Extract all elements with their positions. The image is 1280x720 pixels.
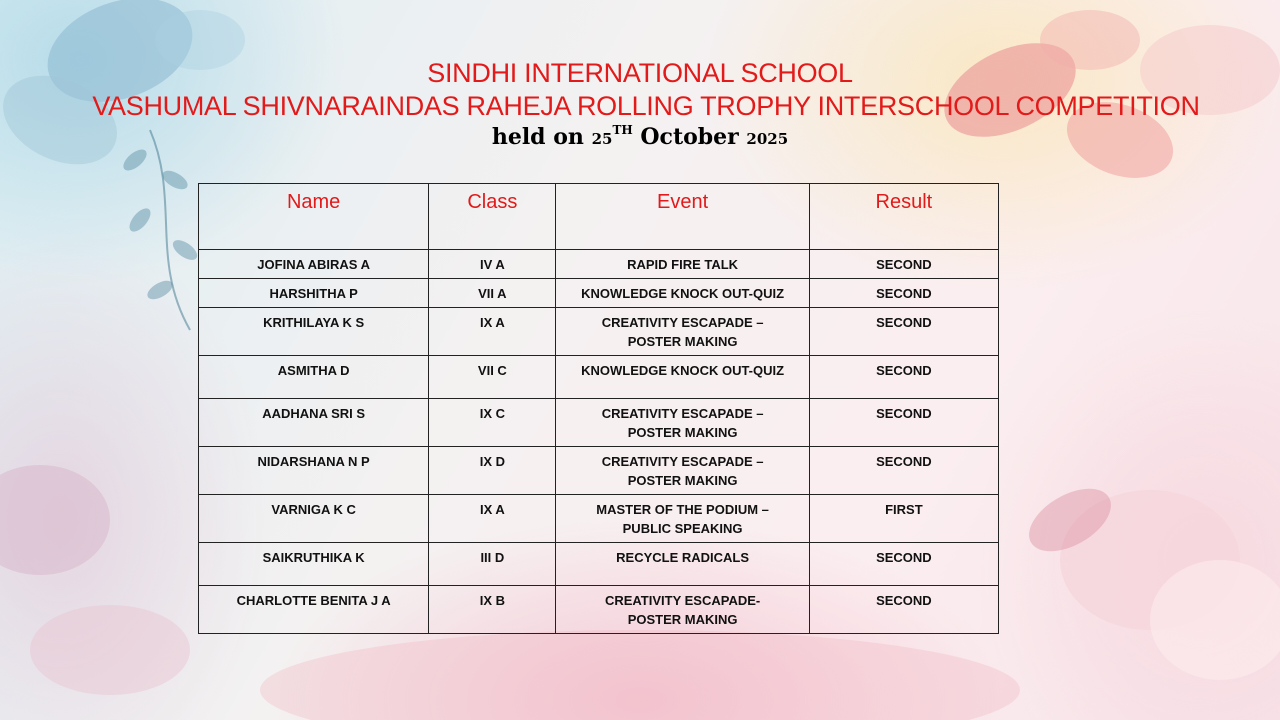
competition-title: VASHUMAL SHIVNARAINDAS RAHEJA ROLLING TROPHY INTERSCHOOL COMPETITION [92, 91, 1200, 121]
date-day-suffix: TH [612, 122, 633, 137]
event-line-2: POSTER MAKING [627, 334, 738, 349]
table-row [199, 308, 999, 356]
column-header-result: Result [809, 184, 998, 250]
event-line-2: POSTER MAKING [627, 425, 738, 440]
cell-event [556, 586, 809, 634]
event-line-1: RAPID FIRE TALK [627, 257, 739, 272]
cell-name: KRITHILAYA K S [199, 308, 429, 356]
event-line-1: KNOWLEDGE KNOCK OUT-QUIZ [581, 286, 785, 301]
table-row [199, 447, 999, 495]
table-row [199, 543, 999, 586]
column-header-class: Class [429, 184, 556, 250]
cell-event [556, 495, 809, 543]
cell-class: VII A [429, 279, 556, 308]
date-day: 25 [591, 130, 613, 148]
cell-event [556, 399, 809, 447]
table-row [199, 279, 999, 308]
event-line-1: CREATIVITY ESCAPADE- [604, 593, 761, 608]
column-header-event: Event [556, 184, 809, 250]
table-row [199, 495, 999, 543]
cell-event [556, 308, 809, 356]
cell-event [556, 447, 809, 495]
cell-event [556, 279, 809, 308]
cell-result: FIRST [809, 495, 998, 543]
cell-name: NIDARSHANA N P [199, 447, 429, 495]
date-year: 2025 [746, 130, 789, 148]
cell-event [556, 250, 809, 279]
event-line-2: POSTER MAKING [627, 612, 738, 627]
cell-class: IX C [429, 399, 556, 447]
cell-result: SECOND [809, 399, 998, 447]
cell-name: AADHANA SRI S [199, 399, 429, 447]
table-row [199, 399, 999, 447]
cell-name: ASMITHA D [199, 356, 429, 399]
cell-class: IX A [429, 495, 556, 543]
cell-result: SECOND [809, 279, 998, 308]
table-row [199, 356, 999, 399]
column-header-name: Name [199, 184, 429, 250]
cell-class: III D [429, 543, 556, 586]
cell-name: CHARLOTTE BENITA J A [199, 586, 429, 634]
cell-class: IX B [429, 586, 556, 634]
cell-result: SECOND [809, 356, 998, 399]
event-line-1: CREATIVITY ESCAPADE – [601, 315, 764, 330]
school-name: SINDHI INTERNATIONAL SCHOOL [427, 58, 853, 88]
cell-class: IV A [429, 250, 556, 279]
table-row [199, 250, 999, 279]
cell-name: VARNIGA K C [199, 495, 429, 543]
cell-result: SECOND [809, 586, 998, 634]
held-on-date [0, 124, 1280, 150]
date-month: October [632, 124, 747, 150]
table-row [199, 586, 999, 634]
cell-name: JOFINA ABIRAS A [199, 250, 429, 279]
cell-class: VII C [429, 356, 556, 399]
cell-class: IX A [429, 308, 556, 356]
results-table [198, 183, 999, 634]
cell-result: SECOND [809, 543, 998, 586]
cell-event [556, 356, 809, 399]
cell-name: HARSHITHA P [199, 279, 429, 308]
cell-result: SECOND [809, 250, 998, 279]
event-line-1: CREATIVITY ESCAPADE – [601, 406, 764, 421]
cell-result: SECOND [809, 447, 998, 495]
cell-name: SAIKRUTHIKA K [199, 543, 429, 586]
event-line-1: MASTER OF THE PODIUM – [596, 502, 769, 517]
cell-class: IX D [429, 447, 556, 495]
event-line-2: POSTER MAKING [627, 473, 738, 488]
event-line-2: PUBLIC SPEAKING [622, 521, 743, 536]
cell-result: SECOND [809, 308, 998, 356]
event-line-1: KNOWLEDGE KNOCK OUT-QUIZ [581, 363, 785, 378]
table-header-row [199, 184, 999, 250]
cell-event [556, 543, 809, 586]
held-on-prefix: held on [491, 124, 592, 150]
event-line-1: CREATIVITY ESCAPADE – [601, 454, 764, 469]
event-line-1: RECYCLE RADICALS [616, 550, 750, 565]
